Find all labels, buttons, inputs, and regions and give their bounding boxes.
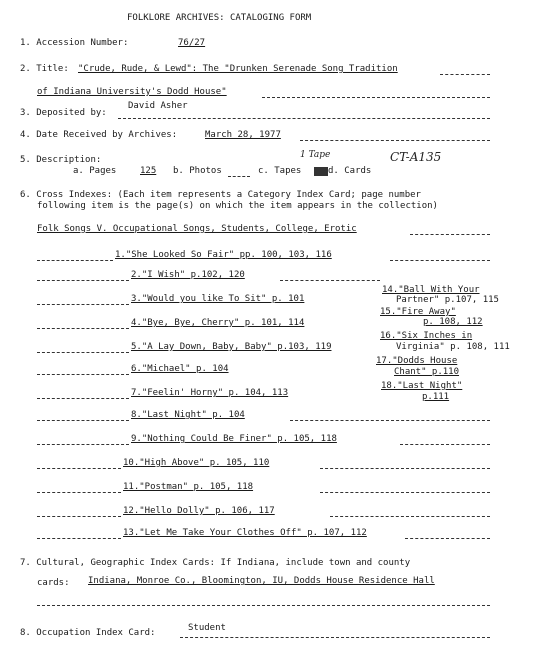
tapes-label: c. Tapes <box>258 166 302 176</box>
cross-index-item: 4."Bye, Bye, Cherry" p. 101, 114 <box>131 318 305 328</box>
cultural-blank-line <box>37 605 490 606</box>
cross-index-item: 5."A Lay Down, Baby, Baby" p.103, 119 <box>131 342 332 352</box>
side-item-line: 18."Last Night" <box>381 381 463 391</box>
cross-index-item: 3."Would you like To Sit" p. 101 <box>131 294 305 304</box>
form-title: FOLKLORE ARCHIVES: CATALOGING FORM <box>127 13 312 23</box>
row-2-blank <box>37 280 129 281</box>
occupation-value: Student <box>188 623 226 633</box>
cross-index-item: 11."Postman" p. 105, 118 <box>123 482 254 492</box>
title-blank-line-2 <box>262 97 490 98</box>
handwritten-tape-code: CT-A135 <box>390 150 442 164</box>
row-2-right-blank <box>280 280 380 281</box>
cultural-cards-label: cards: <box>37 578 70 588</box>
cultural-label: 7. Cultural, Geographic Index Cards: If Indiana, include town and county <box>20 558 411 568</box>
row-10-blank <box>37 468 121 469</box>
cross-index-item: 12."Hello Dolly" p. 106, 117 <box>123 506 275 516</box>
side-item-line: p.111 <box>422 392 450 402</box>
row-9-right-blank <box>400 444 490 445</box>
side-item-line: Chant" p.110 <box>394 367 460 377</box>
title-line-1: "Crude, Rude, & Lewd": The "Drunken Serenade Song Tradition <box>78 64 398 74</box>
side-item-line: 14."Ball With Your <box>382 285 480 295</box>
date-received-value: March 28, 1977 <box>205 130 281 140</box>
occupation-label: 8. Occupation Index Card: <box>20 628 156 638</box>
cross-index-item: 2."I Wish" p.102, 120 <box>131 270 245 280</box>
side-item-line: p. 108, 112 <box>423 317 483 327</box>
accession-label: 1. Accession Number: <box>20 38 129 48</box>
tapes-struck-value <box>314 167 328 176</box>
cross-index-item: 8."Last Night" p. 104 <box>131 410 245 420</box>
cross-index-label-2: following item is the page(s) on which the item appears in the collection) <box>37 201 438 211</box>
row-1-right-blank <box>390 260 490 261</box>
pages-value: 125 <box>140 166 157 176</box>
cross-index-item: 9."Nothing Could Be Finer" p. 105, 118 <box>131 434 337 444</box>
photos-label: b. Photos <box>173 166 222 176</box>
deposited-label: 3. Deposited by: <box>20 108 107 118</box>
pages-label: a. Pages <box>73 166 117 176</box>
title-line-2: of Indiana University's Dodd House" <box>37 87 227 97</box>
row-8-right-blank <box>290 420 490 421</box>
cross-index-item: 6."Michael" p. 104 <box>131 364 229 374</box>
accession-value: 76/27 <box>178 38 206 48</box>
row-12-right-blank <box>330 516 490 517</box>
deposited-blank-line <box>118 118 490 119</box>
occupation-blank-line <box>180 637 490 638</box>
row-10-right-blank <box>320 468 490 469</box>
side-item-line: 17."Dodds House <box>376 356 458 366</box>
side-item-line: Virginia" p. 108, 111 <box>396 342 510 352</box>
photos-blank <box>228 176 250 177</box>
row-13-blank <box>37 538 121 539</box>
deposited-value: David Asher <box>128 101 188 111</box>
row-8-blank <box>37 420 129 421</box>
row-6-blank <box>37 374 129 375</box>
row-3-blank <box>37 304 129 305</box>
row-9-blank <box>37 444 129 445</box>
side-item-line: Partner" p.107, 115 <box>396 295 499 305</box>
cross-index-item: 13."Let Me Take Your Clothes Off" p. 107, 112 <box>123 528 367 538</box>
row-11-blank <box>37 492 121 493</box>
date-blank-line <box>300 140 490 141</box>
cross-index-item: 1."She Looked So Fair" pp. 100, 103, 116 <box>115 250 332 260</box>
row-12-blank <box>37 516 121 517</box>
heading-blank <box>410 234 490 235</box>
cross-index-heading: Folk Songs V. Occupational Songs, Students, College, Erotic <box>37 224 357 234</box>
title-blank-line-1 <box>440 74 490 75</box>
row-7-blank <box>37 398 129 399</box>
date-received-label: 4. Date Received by Archives: <box>20 130 178 140</box>
row-1-blank <box>37 260 113 261</box>
cross-index-item: 10."High Above" p. 105, 110 <box>123 458 270 468</box>
cards-label: d. Cards <box>328 166 372 176</box>
row-5-blank <box>37 352 129 353</box>
handwritten-tape-note: 1 Tape <box>300 150 331 160</box>
cultural-value: Indiana, Monroe Co., Bloomington, IU, Dodds House Residence Hall <box>88 576 435 586</box>
side-item-line: 16."Six Inches in <box>380 331 473 341</box>
row-4-blank <box>37 328 129 329</box>
title-label: 2. Title: <box>20 64 69 74</box>
cross-index-label: 6. Cross Indexes: (Each item represents a Category Index Card; page number <box>20 190 421 200</box>
side-item-line: 15."Fire Away" <box>380 307 456 317</box>
row-13-right-blank <box>405 538 490 539</box>
cross-index-item: 7."Feelin' Horny" p. 104, 113 <box>131 388 289 398</box>
row-11-right-blank <box>320 492 490 493</box>
description-label: 5. Description: <box>20 155 102 165</box>
